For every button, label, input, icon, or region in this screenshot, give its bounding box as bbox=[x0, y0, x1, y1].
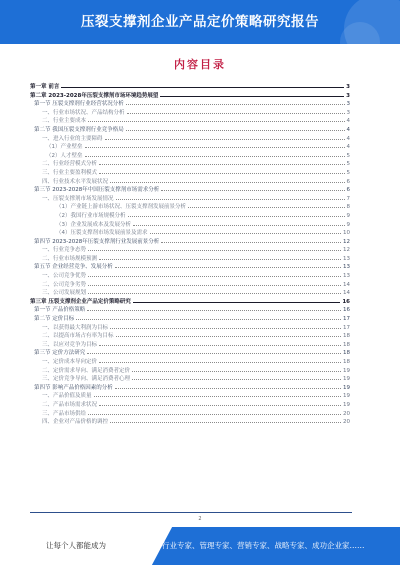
toc-entry-label: 第一节 产品价格策略 bbox=[34, 307, 86, 314]
toc-entry-label: 二、定价需求导向、满足消费者定价 bbox=[42, 367, 131, 374]
toc-entry[interactable] bbox=[30, 400, 350, 409]
toc-leader-dots bbox=[160, 91, 344, 97]
toc-entry-label: 一、压裂支撑剂市场发展情况 bbox=[42, 195, 114, 202]
toc-entry[interactable] bbox=[30, 91, 350, 100]
toc-entry[interactable] bbox=[30, 177, 350, 186]
toc-leader-dots bbox=[133, 220, 344, 226]
toc-entry[interactable] bbox=[30, 220, 350, 229]
toc-leader-dots bbox=[132, 366, 341, 372]
toc-entry[interactable] bbox=[30, 202, 350, 211]
toc-leader-dots bbox=[115, 262, 341, 268]
toc-entry-page: 19 bbox=[343, 401, 350, 408]
toc-leader-dots bbox=[105, 134, 345, 140]
toc-entry-page: 4 bbox=[346, 126, 350, 133]
toc-entry-label: （1）产业壁垒 bbox=[46, 144, 83, 151]
toc-leader-dots bbox=[115, 383, 341, 389]
toc-entry-page: 13 bbox=[343, 264, 350, 271]
toc-entry-label: 第五节 企业经营竞争、发展分析 bbox=[34, 264, 113, 271]
toc-entry-page: 12 bbox=[343, 247, 350, 254]
page-divider bbox=[30, 512, 352, 513]
toc-entry-label: 四、行业技术水平发展状况 bbox=[42, 178, 109, 185]
toc-entry[interactable] bbox=[30, 348, 350, 357]
toc-title: 内容目录 bbox=[174, 58, 226, 71]
toc-entry-label: 第二章 2023-2028年压裂支撑剂市场环境趋势展望 bbox=[30, 92, 159, 99]
toc-leader-dots bbox=[85, 142, 345, 148]
toc-entry[interactable] bbox=[30, 374, 350, 383]
toc-entry-page: 10 bbox=[343, 230, 350, 237]
toc-entry-label: 第四节 2023-2028年压裂支撑剂行业发展前景分析 bbox=[34, 238, 160, 245]
footer-text: 让每个人都能成为 bbox=[46, 541, 106, 550]
toc-leader-dots bbox=[94, 391, 341, 397]
toc-entry[interactable] bbox=[30, 417, 350, 426]
toc-entry-page: 4 bbox=[346, 144, 350, 151]
toc-entry-label: 第二节 定价目标 bbox=[34, 316, 75, 323]
toc-entry[interactable] bbox=[30, 288, 350, 297]
toc-entry-page: 6 bbox=[346, 178, 350, 185]
toc-entry[interactable] bbox=[30, 108, 350, 117]
toc-leader-dots bbox=[127, 108, 345, 114]
toc-entry-page: 4 bbox=[346, 118, 350, 125]
toc-leader-dots bbox=[99, 159, 344, 165]
toc-leader-dots bbox=[161, 185, 344, 191]
toc-entry-label: 三、以应对竞争为目标 bbox=[42, 341, 98, 348]
toc-leader-dots bbox=[99, 168, 344, 174]
toc-entry[interactable] bbox=[30, 211, 350, 220]
toc-entry[interactable] bbox=[30, 228, 350, 237]
toc-entry[interactable] bbox=[30, 245, 350, 254]
toc-entry-page: 17 bbox=[343, 316, 350, 323]
toc-entry-label: 二、产品市场需求状况 bbox=[42, 401, 98, 408]
toc-leader-dots bbox=[150, 228, 341, 234]
toc-entry[interactable] bbox=[30, 366, 350, 375]
toc-entry-label: 一、公司竞争优势 bbox=[42, 273, 87, 280]
toc-leader-dots bbox=[99, 254, 341, 260]
toc-entry[interactable] bbox=[30, 168, 350, 177]
toc-leader-dots bbox=[85, 151, 345, 157]
toc-leader-dots bbox=[76, 314, 341, 320]
toc-entry-page: 13 bbox=[343, 255, 350, 262]
toc-entry[interactable] bbox=[30, 185, 350, 194]
toc-leader-dots bbox=[88, 271, 341, 277]
toc-entry-label: 第二节 我国压裂支撑剂行业竞争格局 bbox=[34, 126, 124, 133]
toc-leader-dots bbox=[188, 202, 344, 208]
toc-entry[interactable] bbox=[30, 297, 350, 306]
toc-entry[interactable] bbox=[30, 323, 350, 332]
toc-entry-page: 5 bbox=[346, 152, 350, 159]
toc-entry-label: 第一章 前言 bbox=[30, 84, 60, 90]
footer-slogan: 行业专家、管理专家、营销专家、战略专家、成功企业家…… bbox=[162, 541, 365, 550]
toc-entry-label: 二、公司竞争劣势 bbox=[42, 281, 87, 288]
toc-leader-dots bbox=[88, 409, 341, 415]
toc-entry-page: 19 bbox=[343, 376, 350, 383]
toc-entry[interactable] bbox=[30, 340, 350, 349]
toc-entry-page: 3 bbox=[346, 101, 350, 108]
toc-entry[interactable] bbox=[30, 194, 350, 203]
toc-leader-dots bbox=[88, 245, 341, 251]
toc-entry-page: 16 bbox=[342, 298, 350, 305]
toc-entry-label: 第四节 影响产品价格因素的分析 bbox=[34, 384, 113, 391]
table-of-contents bbox=[30, 82, 350, 426]
toc-entry-page: 13 bbox=[343, 273, 350, 280]
toc-entry-page: 12 bbox=[343, 238, 350, 245]
toc-entry-label: 一、进入行业的主要障碍 bbox=[42, 135, 103, 142]
toc-entry-page: 7 bbox=[346, 195, 350, 202]
toc-entry-page: 19 bbox=[343, 367, 350, 374]
toc-leader-dots bbox=[110, 323, 341, 329]
toc-leader-dots bbox=[99, 357, 341, 363]
footer-banner bbox=[0, 527, 400, 565]
toc-leader-dots bbox=[126, 99, 345, 105]
toc-entry-label: （4）压裂支撑剂市场发展前景及需求 bbox=[56, 230, 148, 237]
toc-leader-dots bbox=[88, 116, 344, 122]
toc-entry-page: 6 bbox=[346, 187, 350, 194]
toc-entry[interactable] bbox=[30, 125, 350, 134]
toc-leader-dots bbox=[132, 374, 341, 380]
toc-leader-dots bbox=[116, 331, 341, 337]
toc-entry-label: 二、行业主要成本 bbox=[42, 118, 87, 125]
toc-leader-dots bbox=[61, 82, 344, 88]
toc-entry[interactable] bbox=[30, 331, 350, 340]
toc-entry-label: 三、行业主要盈利模式 bbox=[42, 169, 98, 176]
toc-entry-label: 四、企业对产品价格的调控 bbox=[42, 419, 109, 426]
toc-entry-page: 9 bbox=[346, 212, 350, 219]
toc-entry-page: 8 bbox=[346, 204, 350, 211]
toc-entry[interactable] bbox=[30, 271, 350, 280]
toc-entry-label: （1）产业链上游市场状况、压裂支撑剂发展前景分析 bbox=[56, 204, 187, 211]
report-title: 压裂支撑剂企业产品定价策略研究报告 bbox=[81, 14, 319, 30]
toc-leader-dots bbox=[88, 280, 341, 286]
toc-entry-page: 14 bbox=[343, 290, 350, 297]
page-number: 2 bbox=[198, 516, 202, 522]
toc-entry-label: 二、行业经营模式分析 bbox=[42, 161, 98, 168]
toc-leader-dots bbox=[116, 194, 345, 200]
toc-leader-dots bbox=[110, 177, 344, 183]
toc-leader-dots bbox=[128, 211, 345, 217]
toc-entry-page: 14 bbox=[343, 281, 350, 288]
toc-entry[interactable] bbox=[30, 409, 350, 418]
toc-entry-label: 三、产品市场供给 bbox=[42, 410, 87, 417]
toc-entry-page: 20 bbox=[343, 419, 350, 426]
toc-entry-label: （3）企业发展成本及发展分析 bbox=[56, 221, 132, 228]
toc-entry-label: 第三节 2023-2028年中国压裂支撑剂市场需求分析 bbox=[34, 187, 160, 194]
toc-entry-label: 二、以提高市场占有率为目标 bbox=[42, 333, 114, 340]
toc-entry-page: 18 bbox=[343, 341, 350, 348]
toc-entry-label: 一、行业竞争态势 bbox=[42, 247, 87, 254]
toc-leader-dots bbox=[126, 125, 345, 131]
toc-entry-label: 第一节 压裂支撑剂行业经营状况分析 bbox=[34, 101, 124, 108]
toc-entry-label: 第三章 压裂支撑剂企业产品定价策略研究 bbox=[30, 298, 131, 305]
toc-entry[interactable] bbox=[30, 151, 350, 160]
toc-entry-label: （2）人才壁垒 bbox=[46, 152, 83, 159]
toc-entry[interactable] bbox=[30, 357, 350, 366]
toc-entry[interactable] bbox=[30, 99, 350, 108]
toc-leader-dots bbox=[99, 400, 341, 406]
toc-entry-page: 16 bbox=[343, 307, 350, 314]
toc-entry[interactable] bbox=[30, 142, 350, 151]
toc-entry-label: 三、公司发展规划 bbox=[42, 290, 87, 297]
toc-leader-dots bbox=[99, 340, 341, 346]
toc-entry-page: 17 bbox=[343, 324, 350, 331]
toc-entry-page: 5 bbox=[346, 161, 350, 168]
toc-entry-page: 18 bbox=[343, 333, 350, 340]
toc-entry-page: 18 bbox=[343, 350, 350, 357]
toc-entry-page: 19 bbox=[343, 384, 350, 391]
toc-entry-label: 第三节 定价方法研究 bbox=[34, 350, 86, 357]
toc-leader-dots bbox=[87, 348, 341, 354]
toc-leader-dots bbox=[133, 297, 340, 303]
toc-leader-dots bbox=[161, 237, 341, 243]
toc-entry-page: 3 bbox=[346, 92, 350, 99]
toc-entry-page: 3 bbox=[346, 109, 350, 116]
toc-entry-page: 4 bbox=[346, 135, 350, 142]
toc-entry[interactable] bbox=[30, 383, 350, 392]
toc-entry[interactable] bbox=[30, 82, 350, 91]
toc-entry-label: 二、行业市场规模预测 bbox=[42, 255, 98, 262]
toc-entry[interactable] bbox=[30, 116, 350, 125]
toc-entry-page: 5 bbox=[346, 169, 350, 176]
toc-entry-page: 20 bbox=[343, 410, 350, 417]
toc-entry[interactable] bbox=[30, 262, 350, 271]
toc-entry-label: 一、以获得最大利润为目标 bbox=[42, 324, 109, 331]
toc-entry[interactable] bbox=[30, 305, 350, 314]
toc-entry-page: 19 bbox=[343, 393, 350, 400]
toc-entry[interactable] bbox=[30, 159, 350, 168]
toc-entry-label: 一、行业市场状况、产品结构分析 bbox=[42, 109, 125, 116]
toc-leader-dots bbox=[110, 417, 341, 423]
toc-leader-dots bbox=[88, 288, 341, 294]
toc-entry[interactable] bbox=[30, 314, 350, 323]
toc-entry[interactable] bbox=[30, 237, 350, 246]
toc-entry[interactable] bbox=[30, 134, 350, 143]
header-banner bbox=[0, 0, 400, 44]
toc-entry-page: 18 bbox=[343, 359, 350, 365]
toc-entry-label: （2）我国行业市场规模分析 bbox=[56, 212, 126, 219]
toc-leader-dots bbox=[87, 305, 341, 311]
toc-entry-page: 3 bbox=[346, 84, 350, 90]
toc-entry-label: 一、定价成本导向定价 bbox=[42, 359, 98, 365]
toc-entry-label: 三、定价竞争导向、满足消费者心理 bbox=[42, 376, 131, 383]
toc-entry[interactable] bbox=[30, 391, 350, 400]
toc-entry-label: 一、产品价值及质量 bbox=[42, 393, 92, 400]
toc-entry-page: 9 bbox=[346, 221, 350, 228]
toc-entry[interactable] bbox=[30, 254, 350, 263]
toc-entry[interactable] bbox=[30, 280, 350, 289]
